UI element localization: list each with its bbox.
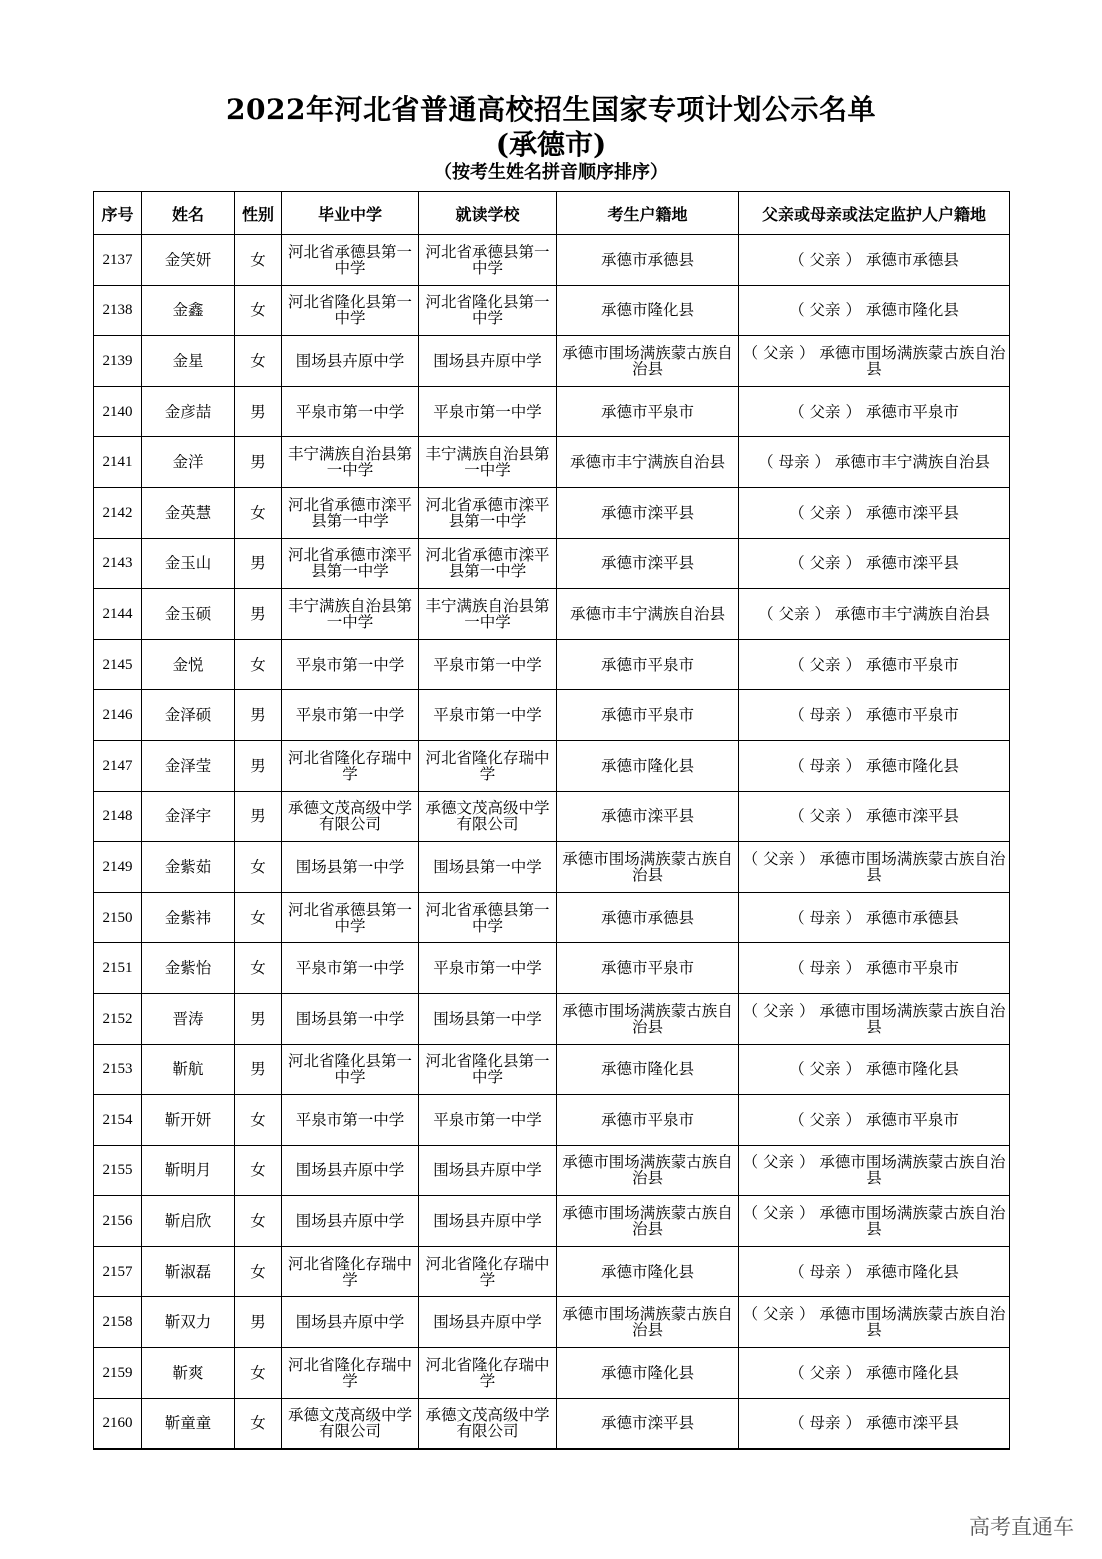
table-cell: 2150 <box>94 892 142 943</box>
table-cell: 男 <box>235 437 282 488</box>
table-cell: 承德市围场满族蒙古族自治县 <box>557 842 739 893</box>
page-title: 2022年河北省普通高校招生国家专项计划公示名单 <box>226 93 876 126</box>
table-cell: 平泉市第一中学 <box>419 1095 557 1146</box>
table-cell: 承德市滦平县 <box>557 1398 739 1449</box>
table-cell: 靳开妍 <box>142 1095 235 1146</box>
table-cell: 男 <box>235 791 282 842</box>
table-row <box>94 639 1010 690</box>
table-cell: 河北省隆化存瑞中学 <box>419 1246 557 1297</box>
student-list-table <box>93 191 1010 1450</box>
table-row <box>94 1196 1010 1247</box>
table-cell: 2157 <box>94 1246 142 1297</box>
table-row <box>94 386 1010 437</box>
table-cell: 河北省隆化县第一中学 <box>419 285 557 336</box>
column-header: 序号 <box>94 192 142 235</box>
table-cell: 2143 <box>94 538 142 589</box>
table-cell: 河北省隆化存瑞中学 <box>282 1348 419 1399</box>
table-cell: 河北省隆化存瑞中学 <box>282 1246 419 1297</box>
table-row <box>94 487 1010 538</box>
table-cell: 靳双力 <box>142 1297 235 1348</box>
table-cell: 承德市平泉市 <box>557 386 739 437</box>
table-row <box>94 791 1010 842</box>
table-cell: 围场县卉原中学 <box>282 336 419 387</box>
table-row <box>94 943 1010 994</box>
table-cell: 河北省承德县第一中学 <box>419 892 557 943</box>
table-cell: 承德市丰宁满族自治县 <box>557 437 739 488</box>
table-cell: 承德文茂高级中学有限公司 <box>282 791 419 842</box>
table-cell: （ 母亲 ） 承德市平泉市 <box>739 690 1010 741</box>
table-cell: 女 <box>235 1398 282 1449</box>
table-cell: 金泽莹 <box>142 740 235 791</box>
table-cell: 2147 <box>94 740 142 791</box>
table-cell: 女 <box>235 1196 282 1247</box>
table-cell: 承德市承德县 <box>557 892 739 943</box>
table-cell: 承德市滦平县 <box>557 791 739 842</box>
table-cell: 2139 <box>94 336 142 387</box>
table-cell: 围场县卉原中学 <box>419 1196 557 1247</box>
table-cell: 河北省承德市滦平县第一中学 <box>419 538 557 589</box>
table-cell: 河北省隆化县第一中学 <box>282 1044 419 1095</box>
table-row <box>94 892 1010 943</box>
table-cell: 2137 <box>94 235 142 286</box>
table-cell: （ 父亲 ） 承德市围场满族蒙古族自治县 <box>739 1196 1010 1247</box>
table-cell: 女 <box>235 1095 282 1146</box>
table-cell: 女 <box>235 639 282 690</box>
table-cell: 围场县第一中学 <box>282 842 419 893</box>
column-header: 毕业中学 <box>282 192 419 235</box>
page-subtitle: (承德市) <box>495 128 607 161</box>
table-cell: 靳淑磊 <box>142 1246 235 1297</box>
table-cell: 平泉市第一中学 <box>282 943 419 994</box>
table-cell: 承德文茂高级中学有限公司 <box>282 1398 419 1449</box>
table-cell: （ 父亲 ） 承德市隆化县 <box>739 285 1010 336</box>
table-row <box>94 1297 1010 1348</box>
table-cell: （ 母亲 ） 承德市承德县 <box>739 892 1010 943</box>
table-cell: 围场县卉原中学 <box>419 336 557 387</box>
table-cell: （ 父亲 ） 承德市平泉市 <box>739 639 1010 690</box>
table-cell: 靳爽 <box>142 1348 235 1399</box>
table-cell: 河北省隆化县第一中学 <box>282 285 419 336</box>
table-cell: （ 父亲 ） 承德市隆化县 <box>739 1044 1010 1095</box>
table-cell: 男 <box>235 1044 282 1095</box>
table-cell: 2160 <box>94 1398 142 1449</box>
table-cell: 2142 <box>94 487 142 538</box>
table-cell: 丰宁满族自治县第一中学 <box>419 589 557 640</box>
table-cell: 平泉市第一中学 <box>419 943 557 994</box>
table-cell: 承德市平泉市 <box>557 690 739 741</box>
table-cell: 2152 <box>94 993 142 1044</box>
table-cell: （ 母亲 ） 承德市平泉市 <box>739 943 1010 994</box>
table-cell: （ 父亲 ） 承德市滦平县 <box>739 487 1010 538</box>
table-cell: 金紫茹 <box>142 842 235 893</box>
table-cell: （ 父亲 ） 承德市围场满族蒙古族自治县 <box>739 1297 1010 1348</box>
table-cell: 围场县卉原中学 <box>282 1196 419 1247</box>
table-cell: （ 父亲 ） 承德市平泉市 <box>739 386 1010 437</box>
table-row <box>94 1246 1010 1297</box>
table-cell: 围场县卉原中学 <box>282 1145 419 1196</box>
table-row <box>94 285 1010 336</box>
table-row <box>94 1348 1010 1399</box>
table-row <box>94 1044 1010 1095</box>
table-cell: 2151 <box>94 943 142 994</box>
table-cell: 承德市平泉市 <box>557 943 739 994</box>
table-cell: 围场县第一中学 <box>419 842 557 893</box>
table-row <box>94 336 1010 387</box>
table-cell: 承德市围场满族蒙古族自治县 <box>557 1297 739 1348</box>
table-cell: 2146 <box>94 690 142 741</box>
table-cell: 女 <box>235 842 282 893</box>
table-cell: 承德市滦平县 <box>557 487 739 538</box>
table-cell: 男 <box>235 690 282 741</box>
table-cell: 河北省承德县第一中学 <box>282 235 419 286</box>
column-header: 就读学校 <box>419 192 557 235</box>
table-cell: 平泉市第一中学 <box>282 1095 419 1146</box>
table-cell: 平泉市第一中学 <box>282 639 419 690</box>
table-cell: 2140 <box>94 386 142 437</box>
table-cell: 2156 <box>94 1196 142 1247</box>
table-cell: （ 父亲 ） 承德市平泉市 <box>739 1095 1010 1146</box>
table-cell: 2159 <box>94 1348 142 1399</box>
table-row <box>94 1145 1010 1196</box>
table-cell: 2141 <box>94 437 142 488</box>
table-cell: 金彦喆 <box>142 386 235 437</box>
table-cell: 围场县第一中学 <box>419 993 557 1044</box>
table-cell: 平泉市第一中学 <box>419 690 557 741</box>
table-cell: 承德文茂高级中学有限公司 <box>419 1398 557 1449</box>
table-row <box>94 589 1010 640</box>
table-cell: 承德市隆化县 <box>557 740 739 791</box>
table-cell: 女 <box>235 487 282 538</box>
table-cell: 女 <box>235 1145 282 1196</box>
table-cell: 承德市平泉市 <box>557 1095 739 1146</box>
table-cell: （ 父亲 ） 承德市围场满族蒙古族自治县 <box>739 1145 1010 1196</box>
table-cell: （ 父亲 ） 承德市承德县 <box>739 235 1010 286</box>
table-row <box>94 690 1010 741</box>
table-row <box>94 842 1010 893</box>
table-cell: 围场县卉原中学 <box>419 1145 557 1196</box>
table-cell: （ 父亲 ） 承德市围场满族蒙古族自治县 <box>739 993 1010 1044</box>
table-cell: 承德市隆化县 <box>557 285 739 336</box>
table-cell: 2149 <box>94 842 142 893</box>
table-cell: 丰宁满族自治县第一中学 <box>282 437 419 488</box>
table-cell: 男 <box>235 993 282 1044</box>
table-cell: 金悦 <box>142 639 235 690</box>
table-cell: 金泽硕 <box>142 690 235 741</box>
table-cell: 女 <box>235 235 282 286</box>
table-cell: （ 父亲 ） 承德市围场满族蒙古族自治县 <box>739 842 1010 893</box>
table-cell: 金英慧 <box>142 487 235 538</box>
table-cell: （ 父亲 ） 承德市丰宁满族自治县 <box>739 589 1010 640</box>
table-cell: 女 <box>235 1348 282 1399</box>
table-cell: 金洋 <box>142 437 235 488</box>
table-cell: 河北省隆化存瑞中学 <box>419 1348 557 1399</box>
column-header: 性别 <box>235 192 282 235</box>
table-cell: 围场县卉原中学 <box>282 1297 419 1348</box>
table-cell: 承德市丰宁满族自治县 <box>557 589 739 640</box>
table-cell: 河北省隆化存瑞中学 <box>282 740 419 791</box>
table-cell: 围场县卉原中学 <box>419 1297 557 1348</box>
table-cell: 承德市平泉市 <box>557 639 739 690</box>
table-cell: 2158 <box>94 1297 142 1348</box>
table-cell: 金玉硕 <box>142 589 235 640</box>
table-cell: 女 <box>235 1246 282 1297</box>
table-row <box>94 1398 1010 1449</box>
table-cell: 2145 <box>94 639 142 690</box>
table-cell: 2148 <box>94 791 142 842</box>
table-cell: 承德市隆化县 <box>557 1246 739 1297</box>
table-cell: 晋涛 <box>142 993 235 1044</box>
column-header: 考生户籍地 <box>557 192 739 235</box>
table-row <box>94 538 1010 589</box>
table-cell: 2155 <box>94 1145 142 1196</box>
table-cell: 承德市围场满族蒙古族自治县 <box>557 993 739 1044</box>
table-cell: 河北省承德市滦平县第一中学 <box>419 487 557 538</box>
table-cell: 女 <box>235 285 282 336</box>
table-cell: 丰宁满族自治县第一中学 <box>419 437 557 488</box>
table-cell: 2153 <box>94 1044 142 1095</box>
table-cell: 女 <box>235 892 282 943</box>
table-cell: 承德市围场满族蒙古族自治县 <box>557 1196 739 1247</box>
table-cell: 围场县第一中学 <box>282 993 419 1044</box>
table-row <box>94 740 1010 791</box>
column-header: 父亲或母亲或法定监护人户籍地 <box>739 192 1010 235</box>
table-cell: 金紫怡 <box>142 943 235 994</box>
watermark: 高考直通车 <box>969 1515 1074 1539</box>
table-cell: 承德市围场满族蒙古族自治县 <box>557 336 739 387</box>
table-cell: 平泉市第一中学 <box>419 639 557 690</box>
table-cell: 河北省承德市滦平县第一中学 <box>282 538 419 589</box>
column-header: 姓名 <box>142 192 235 235</box>
table-body <box>94 235 1010 1450</box>
table-cell: 金玉山 <box>142 538 235 589</box>
table-cell: 靳航 <box>142 1044 235 1095</box>
table-cell: 女 <box>235 336 282 387</box>
table-cell: （ 父亲 ） 承德市滦平县 <box>739 791 1010 842</box>
table-cell: （ 母亲 ） 承德市隆化县 <box>739 1246 1010 1297</box>
table-cell: 靳启欣 <box>142 1196 235 1247</box>
table-cell: 2144 <box>94 589 142 640</box>
table-cell: 平泉市第一中学 <box>419 386 557 437</box>
table-cell: 金泽宇 <box>142 791 235 842</box>
table-cell: 男 <box>235 740 282 791</box>
table-cell: 河北省承德县第一中学 <box>282 892 419 943</box>
table-cell: 2154 <box>94 1095 142 1146</box>
table-cell: （ 母亲 ） 承德市隆化县 <box>739 740 1010 791</box>
table-cell: 金鑫 <box>142 285 235 336</box>
table-cell: 承德市围场满族蒙古族自治县 <box>557 1145 739 1196</box>
table-cell: 女 <box>235 943 282 994</box>
table-cell: 男 <box>235 1297 282 1348</box>
table-row <box>94 1095 1010 1146</box>
sort-note: （按考生姓名拼音顺序排序） <box>434 162 668 183</box>
table-row <box>94 235 1010 286</box>
table-cell: 河北省承德市滦平县第一中学 <box>282 487 419 538</box>
table-cell: 承德市隆化县 <box>557 1044 739 1095</box>
table-row <box>94 437 1010 488</box>
table-cell: （ 母亲 ） 承德市滦平县 <box>739 1398 1010 1449</box>
table-cell: 丰宁满族自治县第一中学 <box>282 589 419 640</box>
table-cell: 承德文茂高级中学有限公司 <box>419 791 557 842</box>
table-cell: 靳童童 <box>142 1398 235 1449</box>
table-cell: 承德市承德县 <box>557 235 739 286</box>
table-cell: 承德市滦平县 <box>557 538 739 589</box>
table-cell: 平泉市第一中学 <box>282 386 419 437</box>
table-cell: 平泉市第一中学 <box>282 690 419 741</box>
table-cell: 靳明月 <box>142 1145 235 1196</box>
table-cell: 承德市隆化县 <box>557 1348 739 1399</box>
table-cell: （ 父亲 ） 承德市围场满族蒙古族自治县 <box>739 336 1010 387</box>
table-header-row <box>94 192 1010 235</box>
table-row <box>94 993 1010 1044</box>
table-cell: 男 <box>235 589 282 640</box>
table-cell: 河北省承德县第一中学 <box>419 235 557 286</box>
table-cell: （ 母亲 ） 承德市丰宁满族自治县 <box>739 437 1010 488</box>
table-cell: 金星 <box>142 336 235 387</box>
table-cell: 河北省隆化存瑞中学 <box>419 740 557 791</box>
table-cell: 男 <box>235 386 282 437</box>
table-cell: （ 父亲 ） 承德市滦平县 <box>739 538 1010 589</box>
table-cell: 2138 <box>94 285 142 336</box>
table-cell: （ 父亲 ） 承德市隆化县 <box>739 1348 1010 1399</box>
table-cell: 男 <box>235 538 282 589</box>
table-cell: 河北省隆化县第一中学 <box>419 1044 557 1095</box>
table-cell: 金紫祎 <box>142 892 235 943</box>
table-cell: 金笑妍 <box>142 235 235 286</box>
